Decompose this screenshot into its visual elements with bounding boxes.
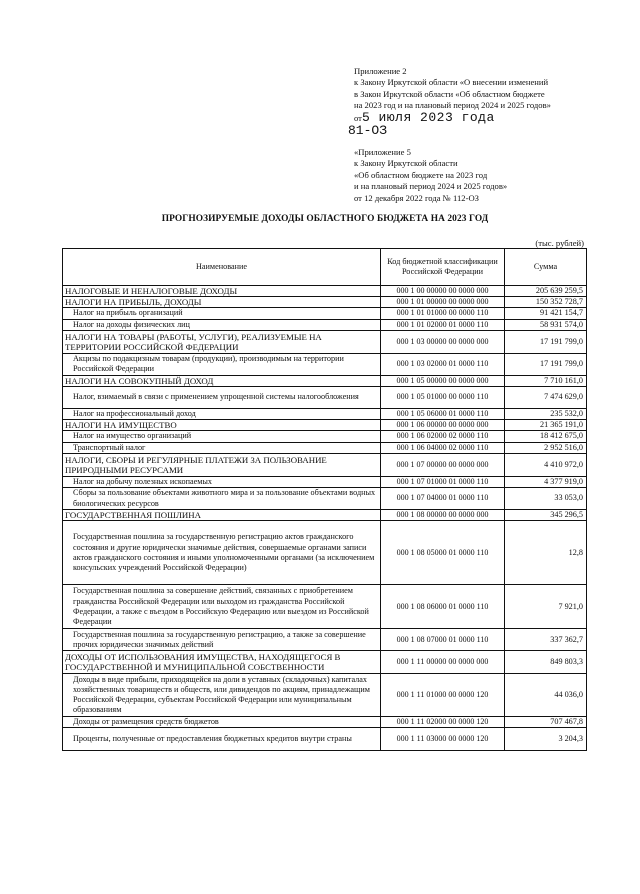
- revenue-sum: 707 467,8: [505, 717, 587, 728]
- budget-code: 000 1 00 00000 00 0000 000: [381, 286, 505, 297]
- revenue-sum: 44 036,0: [505, 674, 587, 717]
- budget-code: 000 1 11 03000 00 0000 120: [381, 728, 505, 751]
- budget-code: 000 1 01 02000 01 0000 110: [381, 319, 505, 330]
- annex-line: на 2023 год и на плановый период 2024 и 2025 годов»: [354, 100, 551, 111]
- revenue-sum: 91 421 154,7: [505, 308, 587, 319]
- table-row: [63, 488, 587, 510]
- revenue-name: Налог на профессиональный доход: [63, 409, 381, 420]
- budget-code: 000 1 05 06000 01 0000 110: [381, 409, 505, 420]
- revenue-sum: 7 921,0: [505, 585, 587, 629]
- table-row: [63, 420, 587, 431]
- revenue-name: Сборы за пользование объектами животного мира и за пользование объектами водных биологических ресурсов: [63, 488, 381, 510]
- table-row: [63, 375, 587, 386]
- header-sum: Сумма: [505, 249, 587, 286]
- date-line: [354, 109, 634, 125]
- revenue-sum: 150 352 728,7: [505, 297, 587, 308]
- revenue-name: Акцизы по подакцизным товарам (продукции), производимым на территории Российской Федерации: [63, 353, 381, 375]
- table-row: [63, 330, 587, 353]
- budget-code: 000 1 08 00000 00 0000 000: [381, 510, 505, 521]
- revenue-table: [62, 248, 587, 751]
- budget-code: 000 1 06 04000 02 0000 110: [381, 442, 505, 453]
- annex-line: к Закону Иркутской области «О внесении изменений: [354, 77, 549, 88]
- annex-line: Приложение 2: [354, 66, 407, 76]
- revenue-name: Транспортный налог: [63, 442, 381, 453]
- revenue-sum: 3 204,3: [505, 728, 587, 751]
- table-row: [63, 319, 587, 330]
- revenue-name: Налог на прибыль организаций: [63, 308, 381, 319]
- budget-code: 000 1 03 00000 00 0000 000: [381, 330, 505, 353]
- table-header-row: [63, 249, 587, 286]
- revenue-name: Налог на имущество организаций: [63, 431, 381, 442]
- budget-code: 000 1 08 07000 01 0000 110: [381, 629, 505, 651]
- table-row: [63, 442, 587, 453]
- header-name: Наименование: [63, 249, 381, 286]
- revenue-sum: 33 053,0: [505, 488, 587, 510]
- revenue-name: Государственная пошлина за государственную регистрацию, а также за совершение прочих юридически значимых действий: [63, 629, 381, 651]
- table-row: [63, 453, 587, 476]
- budget-code: 000 1 08 06000 01 0000 110: [381, 585, 505, 629]
- budget-code: 000 1 01 01000 00 0000 110: [381, 308, 505, 319]
- revenue-sum: 17 191 799,0: [505, 330, 587, 353]
- orig-annex-line: и на плановый период 2024 и 2025 годов»: [354, 181, 508, 192]
- budget-code: 000 1 11 00000 00 0000 000: [381, 651, 505, 674]
- revenue-name: Налог на доходы физических лиц: [63, 319, 381, 330]
- revenue-name: НАЛОГИ НА ПРИБЫЛЬ, ДОХОДЫ: [63, 297, 381, 308]
- document-title: ПРОГНОЗИРУЕМЫЕ ДОХОДЫ ОБЛАСТНОГО БЮДЖЕТА НА 2023 ГОД: [161, 214, 489, 224]
- table-row: [63, 387, 587, 409]
- revenue-name: Государственная пошлина за государственную регистрацию актов гражданского состояния и другие юридически значимые действия, совершаемые органами записи актов гражданского состояния и иными уполномоченными органами (за исключением консульских учреждений Российской Федерации): [63, 521, 381, 585]
- revenue-sum: 18 412 675,0: [505, 431, 587, 442]
- revenue-name: ДОХОДЫ ОТ ИСПОЛЬЗОВАНИЯ ИМУЩЕСТВА, НАХОДЯЩЕГОСЯ В ГОСУДАРСТВЕННОЙ И МУНИЦИПАЛЬНОЙ СОБСТВЕННОСТИ: [63, 651, 381, 674]
- orig-annex-line: «Приложение 5: [354, 147, 411, 158]
- revenue-name: НАЛОГИ НА ТОВАРЫ (РАБОТЫ, УСЛУГИ), РЕАЛИЗУЕМЫЕ НА ТЕРРИТОРИИ РОССИЙСКОЙ ФЕДЕРАЦИИ: [63, 330, 381, 353]
- revenue-sum: 205 639 259,5: [505, 286, 587, 297]
- document-header: [348, 66, 634, 204]
- budget-code: 000 1 01 00000 00 0000 000: [381, 297, 505, 308]
- revenue-name: Налог, взимаемый в связи с применением упрощенной системы налогообложения: [63, 387, 381, 409]
- annex-line: в Закон Иркутской области «Об областном бюджете: [354, 88, 545, 99]
- orig-annex-line: от 12 декабря 2022 года № 112-ОЗ: [354, 192, 479, 203]
- budget-code: 000 1 11 02000 00 0000 120: [381, 717, 505, 728]
- budget-code: 000 1 05 00000 00 0000 000: [381, 375, 505, 386]
- table-row: [63, 476, 587, 487]
- table-row: [63, 585, 587, 629]
- revenue-name: Доходы в виде прибыли, приходящейся на доли в уставных (складочных) капиталах хозяйственных товариществ и обществ, или дивидендов по акциям, принадлежащим Российской Федерации, субъектам Российской Федерации или муниципальным образованиям: [63, 674, 381, 717]
- revenue-name: НАЛОГИ НА СОВОКУПНЫЙ ДОХОД: [63, 375, 381, 386]
- table-row: [63, 629, 587, 651]
- table-row: [63, 651, 587, 674]
- budget-code: 000 1 05 01000 00 0000 110: [381, 387, 505, 409]
- table-row: [63, 674, 587, 717]
- budget-code: 000 1 06 02000 02 0000 110: [381, 431, 505, 442]
- table-row: [63, 510, 587, 521]
- date-prefix: от: [354, 112, 362, 123]
- revenue-sum: 12,8: [505, 521, 587, 585]
- budget-code: 000 1 11 01000 00 0000 120: [381, 674, 505, 717]
- revenue-name: Государственная пошлина за совершение действий, связанных с приобретением гражданства Российской Федерации или выходом из гражданства Российской Федерации, а также с въездом в Российскую Федерацию или выездом из Российской Федерации: [63, 585, 381, 629]
- revenue-sum: 4 410 972,0: [505, 453, 587, 476]
- table-row: [63, 297, 587, 308]
- budget-code: 000 1 03 02000 01 0000 110: [381, 353, 505, 375]
- revenue-sum: 7 710 161,0: [505, 375, 587, 386]
- revenue-name: НАЛОГОВЫЕ И НЕНАЛОГОВЫЕ ДОХОДЫ: [63, 286, 381, 297]
- table-row: [63, 521, 587, 585]
- revenue-name: Доходы от размещения средств бюджетов: [63, 717, 381, 728]
- revenue-name: НАЛОГИ, СБОРЫ И РЕГУЛЯРНЫЕ ПЛАТЕЖИ ЗА ПОЛЬЗОВАНИЕ ПРИРОДНЫМИ РЕСУРСАМИ: [63, 453, 381, 476]
- budget-code: 000 1 07 00000 00 0000 000: [381, 453, 505, 476]
- revenue-sum: 849 803,3: [505, 651, 587, 674]
- table-row: [63, 728, 587, 751]
- revenue-name: Налог на добычу полезных ископаемых: [63, 476, 381, 487]
- budget-code: 000 1 07 01000 01 0000 110: [381, 476, 505, 487]
- orig-annex-line: «Об областном бюджете на 2023 год: [354, 169, 488, 180]
- revenue-sum: 2 952 516,0: [505, 442, 587, 453]
- revenue-sum: 21 365 191,0: [505, 420, 587, 431]
- budget-code: 000 1 07 04000 01 0000 110: [381, 488, 505, 510]
- revenue-sum: 4 377 919,0: [505, 476, 587, 487]
- table-row: [63, 717, 587, 728]
- header-code: Код бюджетной классификации Российской Федерации: [381, 249, 505, 286]
- orig-annex-line: к Закону Иркутской области: [354, 158, 458, 169]
- table-row: [63, 409, 587, 420]
- date-typed: 5 июля 2023 года: [361, 109, 495, 125]
- table-row: [63, 353, 587, 375]
- table-row: [63, 431, 587, 442]
- revenue-sum: 58 931 574,0: [505, 319, 587, 330]
- budget-code: 000 1 06 00000 00 0000 000: [381, 420, 505, 431]
- revenue-name: НАЛОГИ НА ИМУЩЕСТВО: [63, 420, 381, 431]
- units-label: (тыс. рублей): [535, 238, 584, 248]
- revenue-name: Проценты, полученные от предоставления бюджетных кредитов внутри страны: [63, 728, 381, 751]
- revenue-sum: 337 362,7: [505, 629, 587, 651]
- table-row: [63, 286, 587, 297]
- revenue-sum: 345 296,5: [505, 510, 587, 521]
- revenue-sum: 17 191 799,0: [505, 353, 587, 375]
- revenue-name: ГОСУДАРСТВЕННАЯ ПОШЛИНА: [63, 510, 381, 521]
- revenue-sum: 7 474 629,0: [505, 387, 587, 409]
- table-row: [63, 308, 587, 319]
- table-body: [63, 286, 587, 751]
- budget-code: 000 1 08 05000 01 0000 110: [381, 521, 505, 585]
- revenue-sum: 235 532,0: [505, 409, 587, 420]
- law-number: 81-ОЗ: [348, 123, 388, 139]
